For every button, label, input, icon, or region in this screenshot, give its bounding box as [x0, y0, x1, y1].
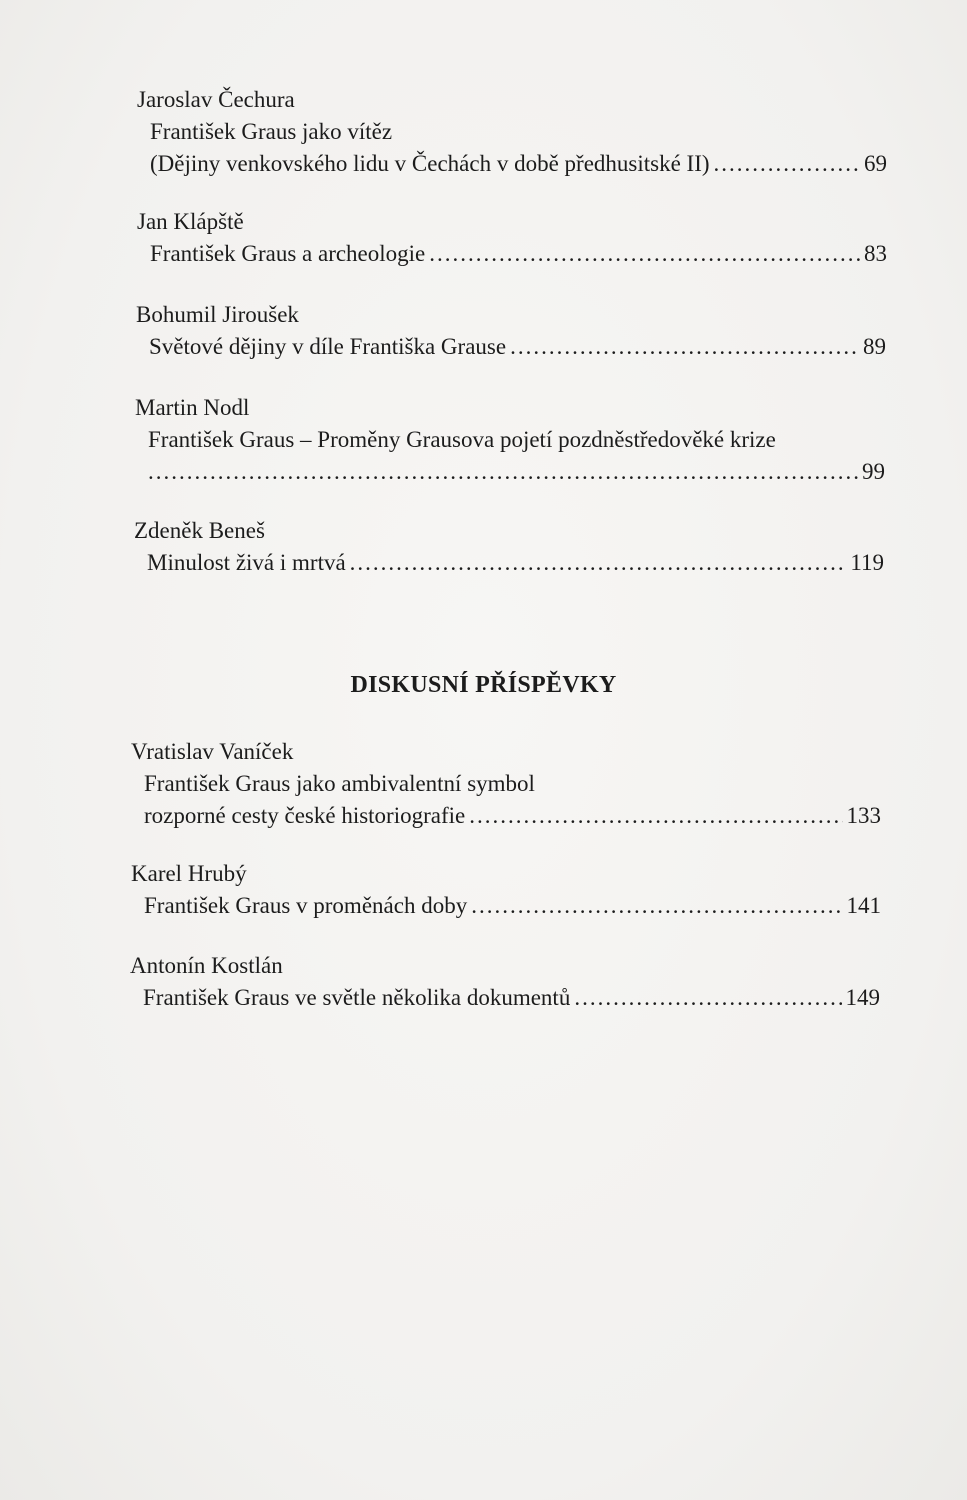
entry-title: František Graus jako vítěz: [150, 119, 393, 144]
entry-title-line: [137, 238, 887, 270]
section-heading: DISKUSNÍ PŘÍSPĚVKY: [350, 672, 617, 698]
entry-title-line: [131, 800, 881, 832]
dot-leader: [714, 148, 860, 180]
entry-page-number: 89: [863, 334, 886, 359]
entry-title-end: rozporné cesty české historiografie: [144, 803, 466, 828]
entry-title: František Graus a archeologie: [150, 241, 426, 266]
dot-leader: [350, 547, 847, 579]
entry-author: Bohumil Jiroušek: [136, 302, 299, 327]
toc-entry: [131, 858, 881, 922]
entry-author: Martin Nodl: [135, 395, 250, 420]
entry-page-number: 119: [850, 550, 884, 575]
entry-page-number: 149: [845, 985, 880, 1010]
entry-title: František Graus v proměnách doby: [144, 893, 468, 918]
entry-title-line: [134, 547, 884, 579]
dot-leader: [429, 238, 860, 270]
entry-title-line: [131, 890, 881, 922]
entry-author: Karel Hrubý: [131, 861, 247, 886]
entry-page-number: 69: [864, 151, 887, 176]
entry-title: František Graus jako ambivalentní symbol: [144, 771, 535, 796]
entry-title: Světové dějiny v díle Františka Grause: [149, 334, 507, 359]
entry-page-number: 133: [846, 803, 881, 828]
toc-entry: [135, 392, 885, 488]
entry-title-line: [137, 148, 887, 180]
toc-entry: [137, 84, 887, 180]
entry-title: František Graus ve světle několika dokumentů: [143, 985, 571, 1010]
entry-title: Minulost živá i mrtvá: [147, 550, 346, 575]
toc-entry: [136, 299, 886, 363]
entry-page-number: 141: [846, 893, 881, 918]
entry-author: Vratislav Vaníček: [131, 739, 294, 764]
toc-entry: [134, 515, 884, 579]
entry-page-number: 99: [862, 459, 885, 484]
entry-author: Jaroslav Čechura: [137, 87, 295, 112]
entry-title-line: [135, 456, 885, 488]
entry-title: František Graus – Proměny Grausova pojetí pozdněstředověké krize: [148, 427, 776, 452]
entry-author: Antonín Kostlán: [130, 953, 283, 978]
entry-title-line: [136, 331, 886, 363]
entry-page-number: 83: [864, 241, 887, 266]
entry-title-end: (Dějiny venkovského lidu v Čechách v době předhusitské II): [150, 151, 710, 176]
dot-leader: [469, 800, 842, 832]
toc-entry: [137, 206, 887, 270]
dot-leader: [471, 890, 842, 922]
toc-entry: [131, 736, 881, 832]
toc-entry: [130, 950, 880, 1014]
dot-leader: [510, 331, 859, 363]
dot-leader: [574, 982, 841, 1014]
dot-leader: [148, 456, 858, 488]
entry-author: Jan Klápště: [137, 209, 244, 234]
entry-title-line: [130, 982, 880, 1014]
entry-author: Zdeněk Beneš: [134, 518, 265, 543]
